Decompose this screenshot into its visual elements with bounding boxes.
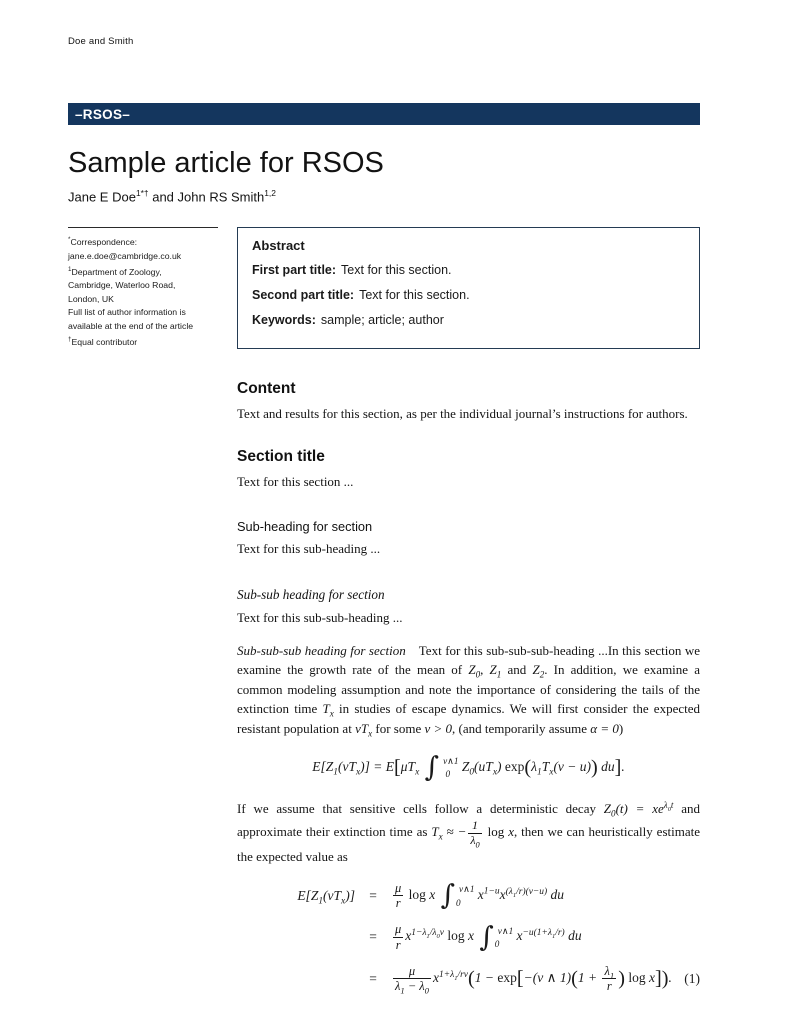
section-heading-content: Content (237, 380, 296, 398)
equation-number: (1) (684, 970, 700, 986)
paragraph: Text for this section ... (237, 473, 354, 489)
affiliation-line: London, UK (68, 293, 114, 304)
abstract-field-text: sample; article; author (320, 313, 444, 328)
journal-banner (68, 103, 700, 125)
journal-banner-label: –RSOS– (75, 106, 131, 122)
equation-rhs: $\frac{\mu}{r}$ log x ∫ v∧1 0 $x^{1-u}x^{(\lambda_1/r)(v-u)}$ du (395, 878, 565, 912)
sub-sub-heading: Sub-sub heading for section (237, 587, 385, 603)
article-title: Sample article for RSOS (68, 147, 384, 179)
abstract-field-label: First part title: (252, 263, 337, 278)
equation-row (265, 878, 700, 912)
correspondence-block (68, 227, 218, 349)
author-info-note: available at the end of the article (68, 320, 194, 331)
equation-row (265, 964, 700, 994)
equation-lhs: $E[Z_1(vT_x)]$ (297, 887, 355, 907)
sub-heading: Sub-heading for section (237, 519, 373, 535)
equal-contributor-note: †Equal contributor (68, 335, 138, 347)
equation-rhs: $\frac{\mu}{\lambda_1 - \lambda_0}$ $x^{1+\lambda_1/rv}(1 - \exp[-(v$ ∧ 1)(1 + $\frac{\lambda_1}{r}$ ) log x]). (395, 964, 672, 996)
paragraph-text: Text for this sub-sub-sub-heading ...In this section we examine the growth rate of the mean of $Z_0$, $Z_1$ and $Z_2$. In addition, we examine a common modeling assumption and note the importance of considering the tails of the extinction time $T_x$ in studies of escape dynamics. We will first consider the expected resistant population at $vT_x$ for some v > 0, (and temporarily assume α = 0) (237, 642, 701, 739)
abstract-field-label: Second part title: (252, 288, 355, 303)
sub-sub-sub-heading: Sub-sub-sub heading for section (237, 642, 406, 658)
correspondence-email: jane.e.doe@cambridge.co.uk (68, 250, 182, 261)
section-heading-title: Section title (237, 447, 325, 465)
equals-sign: = (369, 970, 377, 986)
equation-rhs: $\frac{\mu}{r}$ $x^{1-\lambda_1/\lambda_0v}$ log x ∫ v∧1 0 $x^{-u(1+\lambda_1/r)}$ du (395, 919, 582, 953)
abstract-keywords (252, 312, 685, 328)
abstract-field (252, 262, 685, 278)
aligned-equations (237, 878, 700, 996)
paragraph: Text and results for this section, as per the individual journal’s instructions for authors. (237, 406, 688, 422)
paragraph: If we assume that sensitive cells follow a deterministic decay $Z_0(t) = xe^{\lambda_0t}$ and approximate their extinction time as $T_x$ ≈ − $\frac{1}{\lambda_0}$ log x, then we can heuristically estimate the expected value as (237, 799, 700, 865)
author-info-note: Full list of author information is (68, 307, 186, 318)
abstract-field (252, 287, 685, 303)
run-in-paragraph (237, 641, 700, 739)
abstract-field-text: Text for this section. (341, 263, 452, 278)
equation-content: $E[Z_1(vT_x)] = E[\mu T_x$ ∫ v∧1 0 $Z_0(uT_x) \exp(\lambda_1T_x(v - u))$ du]. (312, 749, 625, 783)
affiliation-line: Cambridge, Waterloo Road, (68, 280, 176, 291)
abstract-box (237, 227, 700, 349)
abstract-field-label: Keywords: (252, 313, 316, 328)
equation-row (265, 919, 700, 953)
equals-sign: = (369, 929, 377, 945)
equals-sign: = (369, 887, 377, 903)
paragraph: Text for this sub-sub-heading ... (237, 610, 403, 626)
correspondence-label: *Correspondence: (68, 236, 138, 248)
running-head: Doe and Smith (68, 36, 134, 47)
affiliation-line: $^1$Department of Zoology, (68, 266, 162, 277)
abstract-field-text: Text for this section. (359, 288, 470, 303)
abstract-heading: Abstract (252, 238, 305, 254)
meta-row (68, 227, 700, 349)
article-body (237, 380, 701, 996)
paragraph: Text for this sub-heading ... (237, 541, 381, 557)
author-line: Jane E Doe$^{1*\dagger}$ and John RS Smith$^{1,2}$ (68, 188, 276, 205)
display-equation (237, 749, 700, 783)
